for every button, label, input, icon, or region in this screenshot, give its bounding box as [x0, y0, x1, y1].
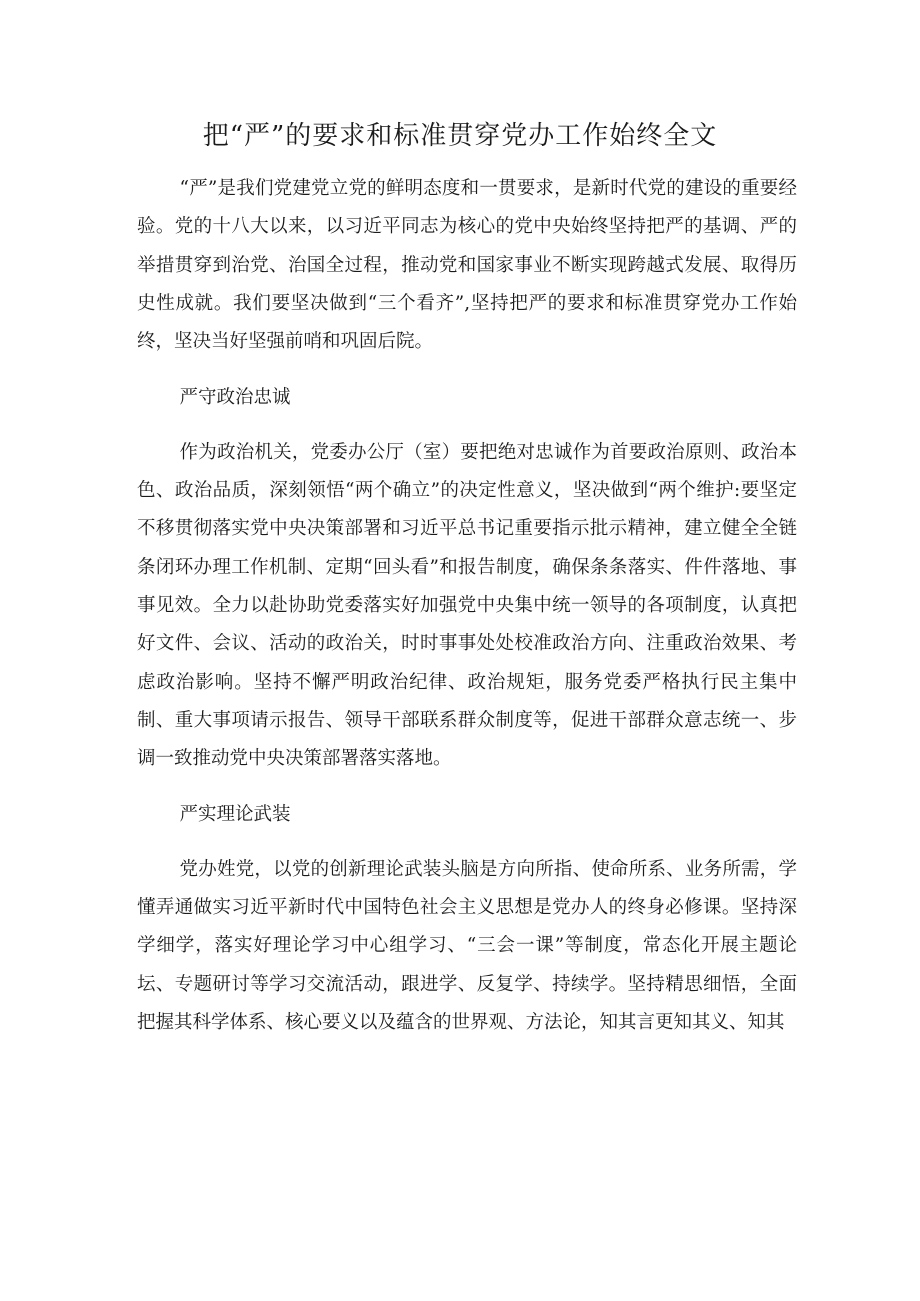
- intro-paragraph: “严”是我们党建党立党的鲜明态度和一贯要求，是新时代党的建设的重要经验。党的十八大以来，以习近平同志为核心的党中央始终坚持把严的基调、严的举措贯穿到治党、治国全过程，推动党和国家事业不断实现跨越式发展、取得历史性成就。我们要坚决做到“三个看齐”,坚持把严的要求和标准贯穿党办工作始终，坚决当好坚强前哨和巩固后院。: [137, 178, 797, 353]
- document-title: 把“严”的要求和标准贯穿党办工作始终全文: [202, 121, 718, 151]
- document-body: [137, 170, 797, 1042]
- spacer: [137, 835, 797, 851]
- section-paragraph: 党办姓党，以党的创新理论武装头脑是方向所指、使命所系、业务所需，学懂弄通做实习近平新时代中国特色社会主义思想是党办人的终身必修课。坚持深学细学，落实好理论学习中心组学习、“三会一课”等制度，常态化开展主题论坛、专题研讨等学习交流活动，跟进学、反复学、持续学。坚持精思细悟，全面把握其科学体系、核心要义以及蕴含的世界观、方法论，知其言更知其义、知其: [137, 858, 797, 1033]
- section-paragraph: 作为政治机关，党委办公厅（室）要把绝对忠诚作为首要政治原则、政治本色、政治品质，深刻领悟“两个确立”的决定性意义，坚决做到“两个维护:要坚定不移贯彻落实党中央决策部署和习近平总书记重要指示批示精神，建立健全全链条闭环办理工作机制、定期“回头看”和报告制度，确保条条落实、件件落地、事事见效。全力以赴协助党委落实好加强党中央集中统一领导的各项制度，认真把好文件、会议、活动的政治关，时时事事处处校准政治方向、注重政治效果、考虑政治影响。坚持不懈严明政治纪律、政治规矩，服务党委严格执行民主集中制、重大事项请示报告、领导干部联系群众制度等，促进干部群众意志统一、步调一致推动党中央决策部署落实落地。: [137, 441, 797, 770]
- section-heading: 严守政治忠诚: [179, 387, 291, 409]
- section-heading: 严实理论武装: [179, 804, 291, 826]
- spacer: [137, 418, 797, 434]
- spacer: [137, 361, 797, 379]
- spacer: [137, 778, 797, 796]
